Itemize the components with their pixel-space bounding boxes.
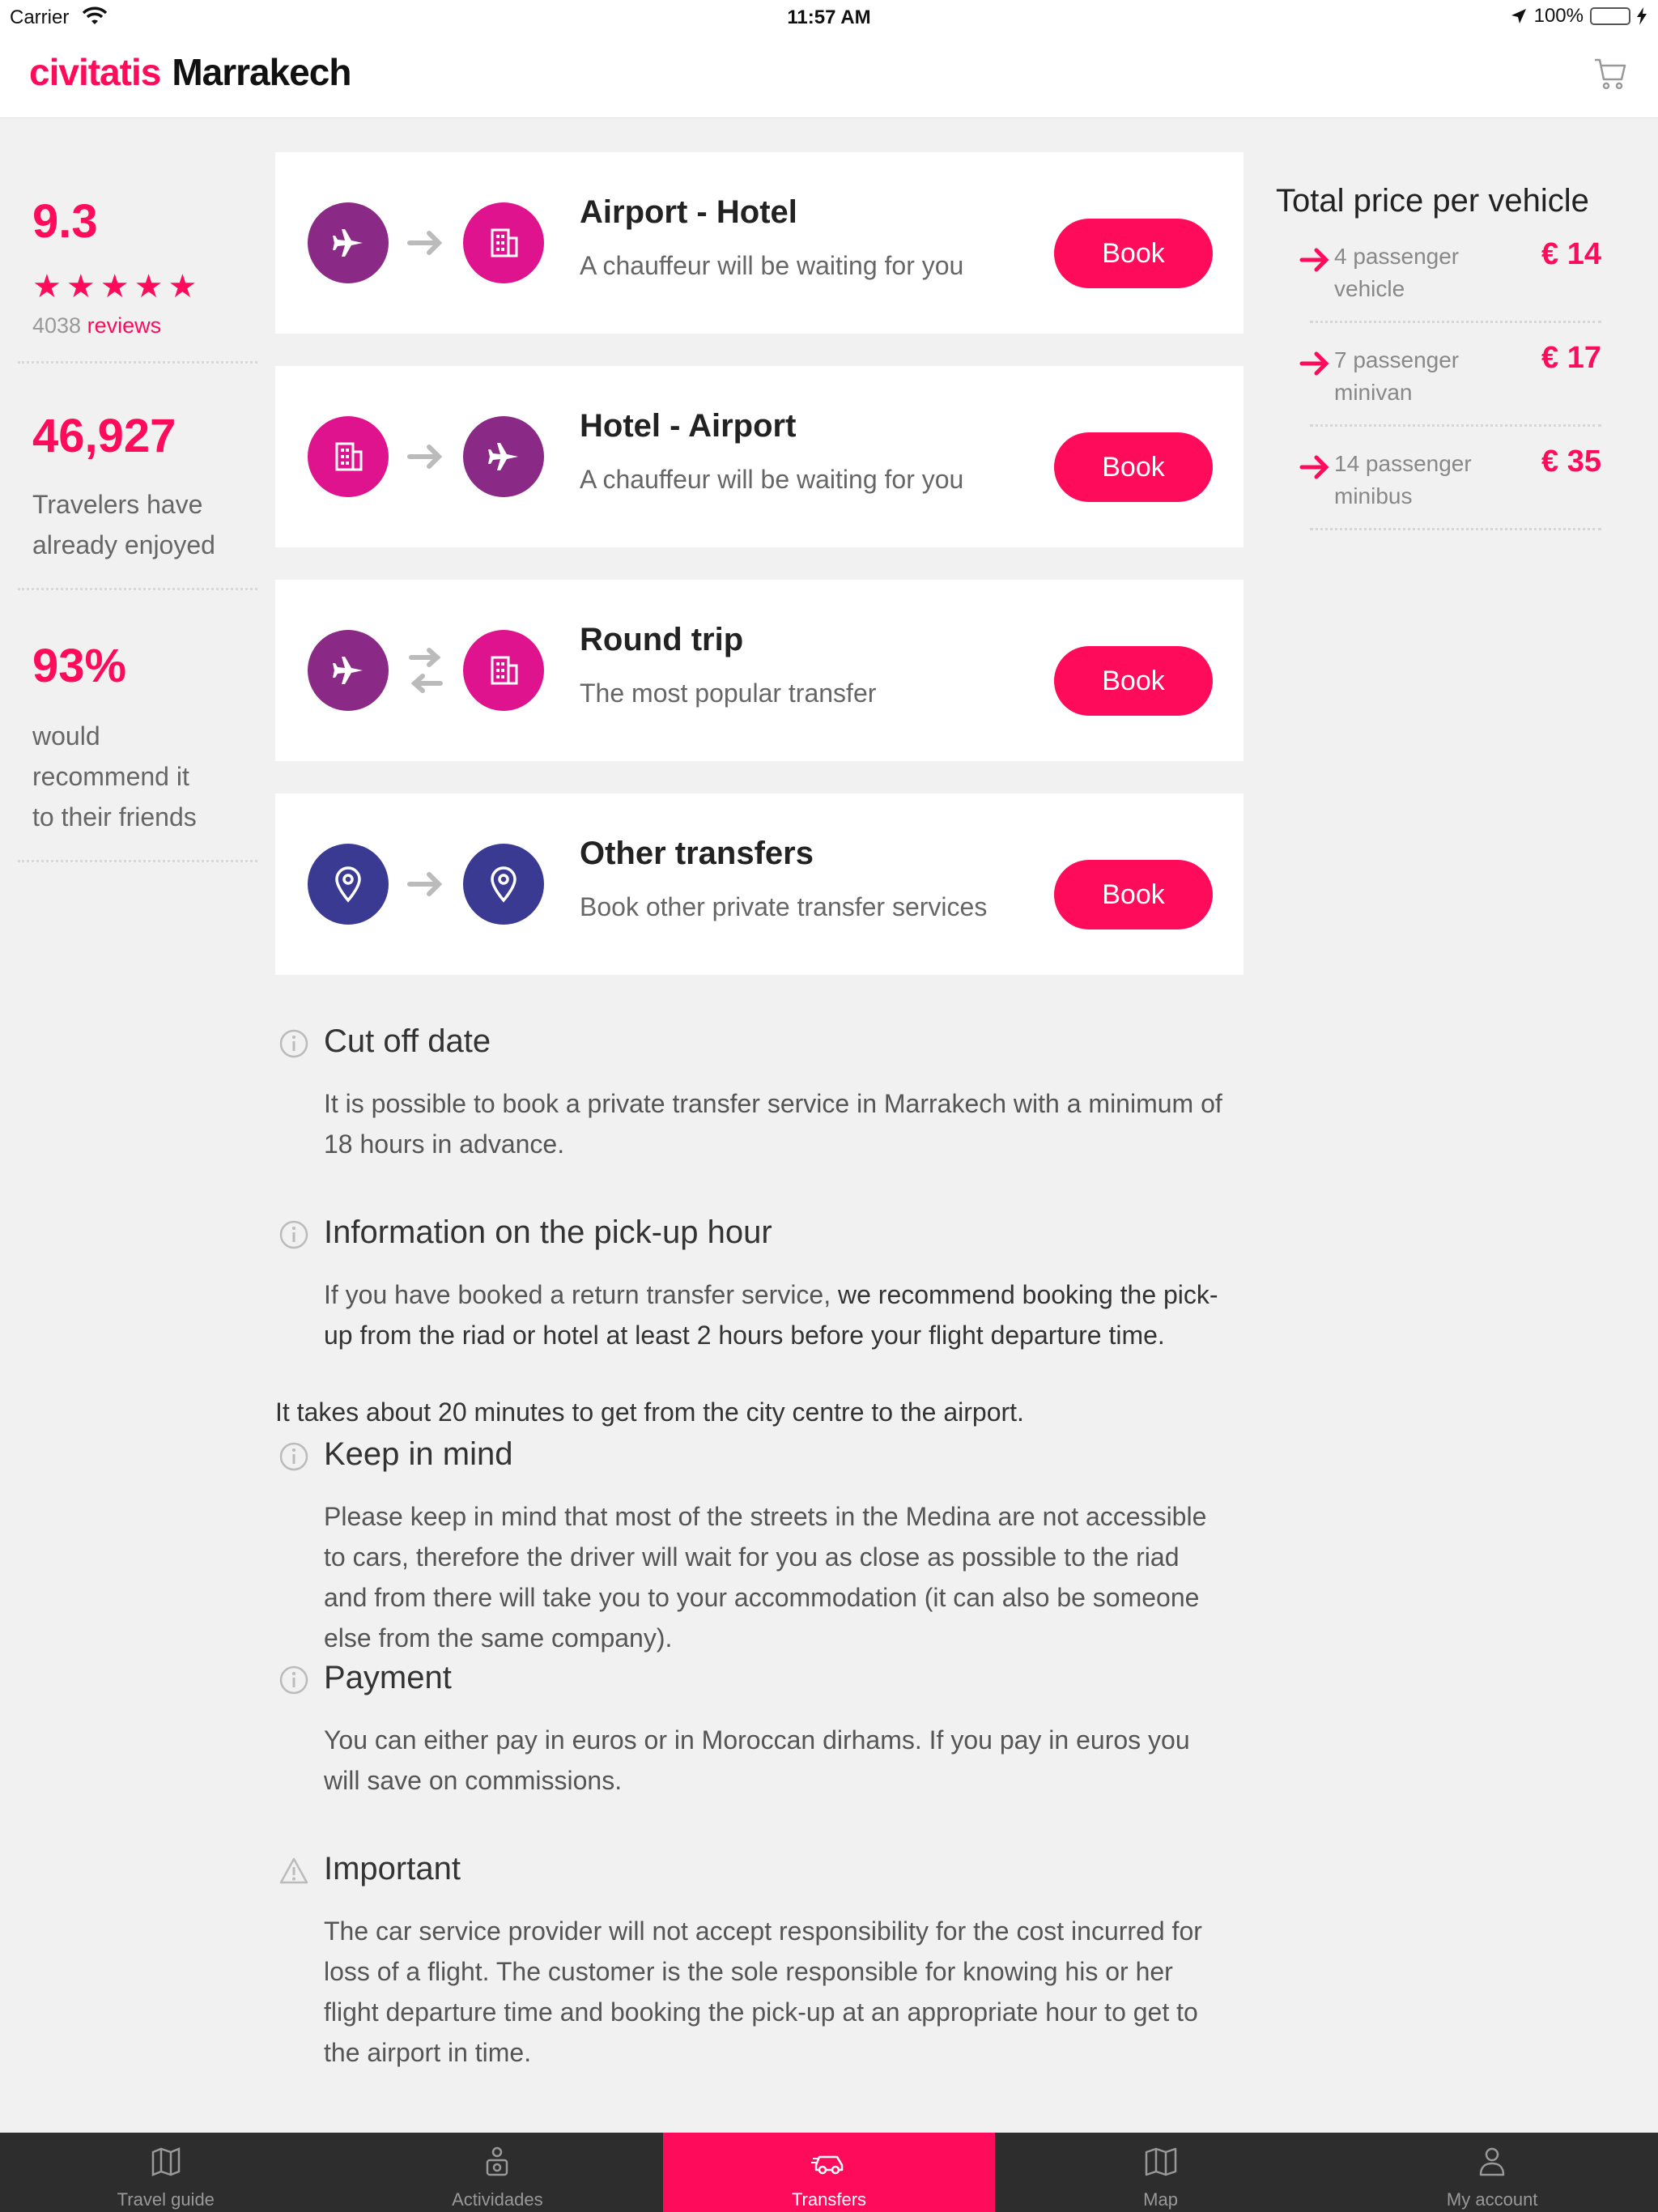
tab-actividades[interactable] <box>332 2133 664 2212</box>
transfer-subtitle: Book other private transfer services <box>580 892 988 921</box>
tab-map[interactable] <box>995 2133 1327 2212</box>
transfer-subtitle: A chauffeur will be waiting for you <box>580 251 964 280</box>
vehicle-type <box>1334 448 1496 513</box>
travelers-stat <box>18 364 257 590</box>
arrow-right-icon <box>1299 347 1331 380</box>
tab-transfers[interactable] <box>663 2133 995 2212</box>
price-row <box>1310 427 1601 530</box>
rating-stat <box>18 186 257 364</box>
status-bar <box>0 0 1658 34</box>
price-panel-title: Total price per vehicle <box>1276 183 1589 219</box>
info-title: Information on the pick-up hour <box>324 1214 772 1250</box>
travelers-desc-line: Travelers have <box>32 490 203 519</box>
transfer-title: Airport - Hotel <box>580 194 797 230</box>
hotel-icon <box>463 202 544 283</box>
reviews-count: 4038 <box>32 313 82 338</box>
charging-icon <box>1637 7 1647 25</box>
reviews-link[interactable] <box>32 313 243 361</box>
info-body: Please keep in mind that most of the streets in the Medina are not accessible to cars, therefore the driver will wait for you as close as possible to the riad and from there will take you to your accommodation (it can also be someone else from the same company). <box>324 1502 1207 1653</box>
page-title: Marrakech <box>172 51 351 93</box>
price-amount: € 17 <box>1541 341 1601 375</box>
info-icon <box>278 1441 309 1472</box>
info-title: Keep in mind <box>324 1436 513 1472</box>
hotel-icon <box>308 416 389 497</box>
vehicle-type <box>1334 240 1496 305</box>
info-body <box>324 1274 1222 1355</box>
book-button[interactable]: Book <box>1054 219 1213 288</box>
vehicle-line: minibus <box>1334 483 1413 508</box>
location-pin-icon <box>308 844 389 925</box>
recommend-desc-line: to their friends <box>32 802 197 832</box>
book-button[interactable]: Book <box>1054 432 1213 502</box>
info-title: Important <box>324 1851 461 1887</box>
transfer-title: Hotel - Airport <box>580 408 797 444</box>
transfer-card-hotel-airport[interactable] <box>275 366 1244 547</box>
car-icon <box>811 2144 847 2180</box>
civitatis-logo: civitatis <box>29 51 161 93</box>
battery-percent: 100% <box>1533 5 1584 27</box>
arrow-right-icon <box>1299 451 1331 483</box>
warning-icon <box>278 1856 309 1887</box>
transfer-card-other[interactable] <box>275 793 1244 975</box>
info-icon <box>278 1665 309 1695</box>
transfer-list <box>275 152 1244 1007</box>
vehicle-type <box>1334 344 1496 409</box>
recommend-desc <box>32 716 243 837</box>
price-amount: € 14 <box>1541 237 1601 271</box>
star-rating: ★★★★★ <box>32 269 202 304</box>
arrow-right-icon <box>405 858 447 910</box>
location-arrow-icon <box>1510 7 1528 25</box>
arrow-right-icon <box>1299 244 1331 276</box>
arrow-both-icon <box>405 644 447 696</box>
carrier-label: Carrier <box>10 6 70 28</box>
tab-label: My account <box>1446 2189 1538 2210</box>
recommend-desc-line: recommend it <box>32 762 189 791</box>
book-button[interactable]: Book <box>1054 860 1213 929</box>
price-panel <box>1276 183 1632 530</box>
transfer-subtitle: The most popular transfer <box>580 678 877 708</box>
plane-icon <box>308 202 389 283</box>
app-header <box>0 34 1658 118</box>
clock: 11:57 AM <box>787 6 871 28</box>
tab-label: Travel guide <box>117 2189 215 2210</box>
map-icon <box>1143 2144 1179 2180</box>
recommend-stat <box>18 590 257 862</box>
info-icon <box>278 1028 309 1059</box>
location-pin-icon <box>463 844 544 925</box>
map-book-icon <box>148 2144 184 2180</box>
transfer-subtitle: A chauffeur will be waiting for you <box>580 465 964 494</box>
tab-label: Transfers <box>791 2189 867 2210</box>
arrow-right-icon <box>405 431 447 483</box>
tab-travel-guide[interactable] <box>0 2133 332 2212</box>
plane-icon <box>463 416 544 497</box>
transfer-title: Other transfers <box>580 836 814 871</box>
reviews-label: reviews <box>87 313 162 338</box>
rating-value: 9.3 <box>32 195 98 248</box>
plane-icon <box>308 630 389 711</box>
tab-my-account[interactable] <box>1326 2133 1658 2212</box>
info-body-text: If you have booked a return transfer service, <box>324 1280 838 1309</box>
recommend-percent: 93% <box>32 640 127 692</box>
travelers-desc <box>32 484 243 565</box>
brand[interactable] <box>29 50 351 94</box>
bottom-tab-bar <box>0 2133 1658 2212</box>
travelers-count: 46,927 <box>32 410 176 462</box>
vehicle-line: vehicle <box>1334 276 1405 301</box>
info-title: Cut off date <box>324 1023 491 1059</box>
user-icon <box>1474 2144 1510 2180</box>
info-body: You can either pay in euros or in Moroccan dirhams. If you pay in euros you will save on commissions. <box>324 1725 1190 1795</box>
info-title: Payment <box>324 1660 452 1695</box>
travelers-desc-line: already enjoyed <box>32 530 215 559</box>
vehicle-line: 4 passenger <box>1334 244 1460 269</box>
info-extra-note: It takes about 20 minutes to get from the city centre to the airport. <box>275 1397 1024 1427</box>
battery-icon <box>1590 7 1630 25</box>
vehicle-line: 14 passenger <box>1334 451 1472 476</box>
cart-icon[interactable] <box>1592 55 1629 92</box>
price-row <box>1310 323 1601 427</box>
vehicle-line: minivan <box>1334 380 1413 405</box>
price-amount: € 35 <box>1541 445 1601 479</box>
arrow-right-icon <box>405 217 447 269</box>
transfer-card-round-trip[interactable] <box>275 580 1244 761</box>
hotel-icon <box>463 630 544 711</box>
info-body-emphasis: we recommend booking the pick-up from the riad or hotel at least 2 hours before your flight departure time. <box>324 1280 1218 1350</box>
book-button[interactable]: Book <box>1054 646 1213 716</box>
transfer-title: Round trip <box>580 622 744 657</box>
tab-label: Map <box>1143 2189 1178 2210</box>
recommend-desc-line: would <box>32 721 100 751</box>
transfer-card-airport-hotel[interactable] <box>275 152 1244 334</box>
info-body: It is possible to book a private transfer service in Marrakech with a minimum of 18 hours in advance. <box>324 1089 1222 1159</box>
tab-label: Actividades <box>452 2189 543 2210</box>
info-icon <box>278 1219 309 1250</box>
tourist-icon <box>479 2144 515 2180</box>
stats-panel <box>18 186 257 862</box>
vehicle-line: 7 passenger <box>1334 347 1460 372</box>
info-body: The car service provider will not accept responsibility for the cost incurred for loss of a flight. The customer is the sole responsible for knowing his or her flight departure time and booking the pick-up at an appropriate hour to get to the airport in time. <box>324 1916 1202 2067</box>
price-row <box>1310 219 1601 323</box>
